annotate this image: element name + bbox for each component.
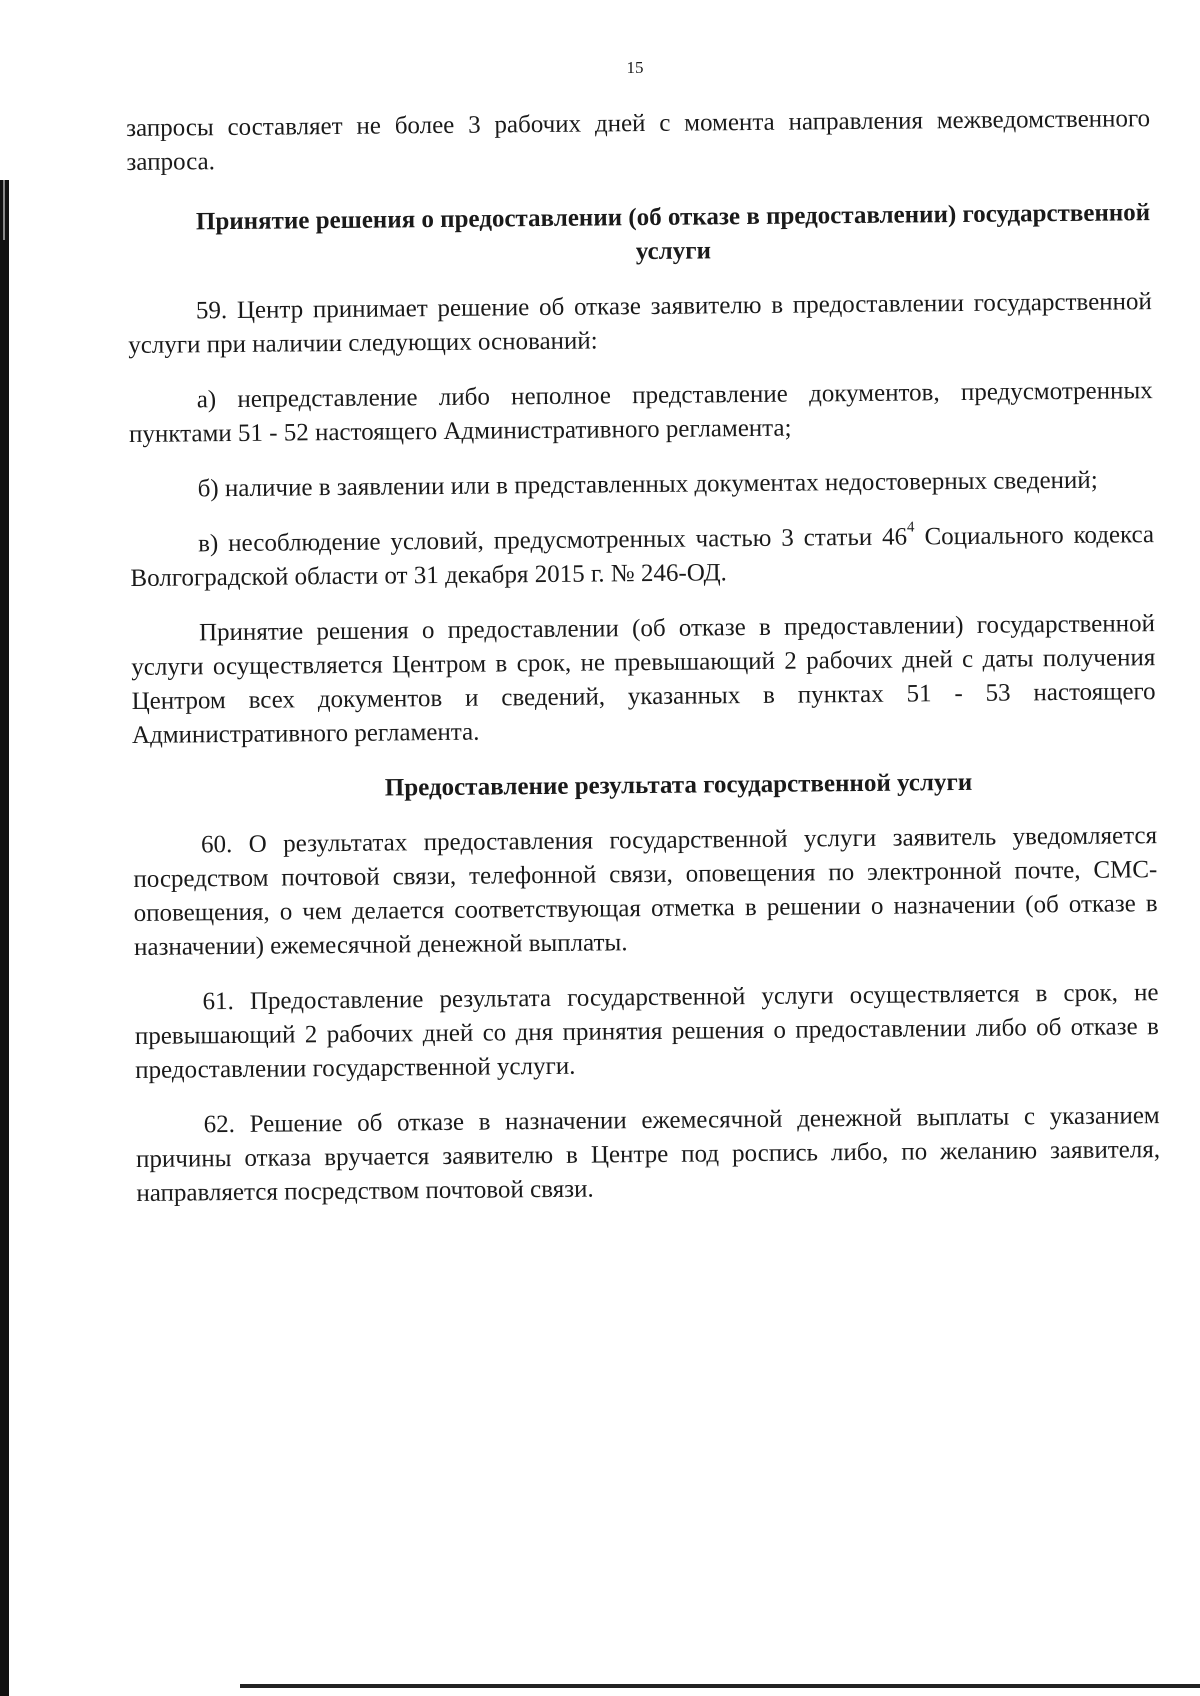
- paragraph-continuation: запросы составляет не более 3 рабочих дней с момента направления межведомственного запроса.: [126, 105, 1151, 176]
- section-heading-result: Предоставление результата государственной услуги: [384, 768, 973, 802]
- section-heading-decision: Принятие решения о предоставлении (об отказе в предоставлении) государственной услуги: [195, 199, 1151, 266]
- scan-edge-bottom: [240, 1684, 1200, 1688]
- article-superscript: 4: [906, 519, 915, 536]
- document-body: [126, 102, 1161, 1211]
- page-number: 15: [626, 58, 644, 77]
- paragraph-59-c-text: в) несоблюдение условий, предусмотренных частью 3 статьи 46: [198, 523, 908, 558]
- paragraph-62: 62. Решение об отказе в назначении ежемесячной денежной выплаты с указанием причины отказа вручается заявителю в Центре под роспись либо, по желанию заявителя, направляется посредством почтовой связи.: [135, 1102, 1161, 1207]
- paragraph-59-c-text-end: Социального кодекса Волгоградской области от 31 декабря 2015 г. № 246-ОД.: [130, 521, 1155, 592]
- paragraph-60: 60. О результатах предоставления государственной услуги заявитель уведомляется посредством почтовой связи, телефонной связи, оповещения по электронной почте, СМС-оповещения, о чем делается соответствующая отметка в решении о назначении (об отказе в назначении) ежемесячной денежной выплаты.: [133, 822, 1158, 961]
- paragraph-decision-term: Принятие решения о предоставлении (об отказе в предоставлении) государственной услуги осуществляется Центром в срок, не превышающий 2 рабочих дней с даты получения Центром всех документов и сведений, указанных в пунктах 51 - 53 настоящего Административного регламента.: [131, 610, 1156, 749]
- scan-edge-left-faint: [3, 180, 5, 240]
- paragraph-59: 59. Центр принимает решение об отказе заявителю в предоставлении государственной услуги при наличии следующих оснований:: [128, 288, 1152, 359]
- paragraph-59-a: а) непредставление либо неполное представление документов, предусмотренных пунктами 51 - 52 настоящего Административного регламента;: [128, 377, 1153, 448]
- paragraph-59-b: б) наличие в заявлении или в представленных документах недостоверных сведений;: [197, 466, 1098, 503]
- paragraph-61: 61. Предоставление результата государственной услуги осуществляется в срок, не превышающий 2 рабочих дней со дня принятия решения о предоставлении либо об отказе в предоставлении государственной услуги.: [134, 979, 1159, 1084]
- scan-edge-left: [0, 180, 9, 1696]
- paragraph-59-c: [130, 518, 1155, 596]
